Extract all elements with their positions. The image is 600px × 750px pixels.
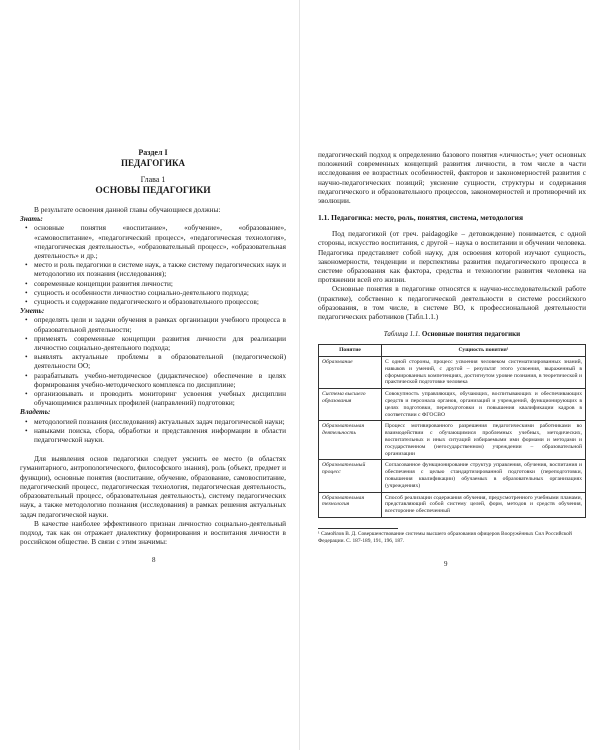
- own-label: Владеть:: [20, 407, 51, 417]
- body-paragraph: Для выявления основ педагогики следует уяснить ее место (в областях гуманитарного, антропологического, философского знания), роль (объект, предмет и функции), основные понятия (воспитание, обучение, образование, самовоспитание, педагогический процесс, педагогическая технология, педагогическая деятельность, образовательный процесс, образовательная деятельность), систему педагогических наук, а также методологию познания (исследования) в рамках решения актуальных задач педагогической науки.: [20, 454, 286, 519]
- list-item: • основные понятия «воспитание», «обучение», «образование», «самовоспитание», «педагогический процесс», «педагогическая технология», «педагогическая деятельность», «образовательный процесс», «образовательная деятельность» и др.;: [34, 223, 286, 260]
- table-caption: [318, 330, 586, 339]
- list-item: • разрабатывать учебно-методическое (дидактическое) обеспечение в целях формирования учебно-методического комплекса по дисциплине;: [34, 371, 286, 389]
- intro-text: В результате освоения данной главы обучающиеся должны:: [34, 205, 221, 214]
- list-item: • сущность и особенности личностно социально-деятельного подхода;: [34, 288, 286, 297]
- table-row: [319, 492, 586, 517]
- body-paragraph: педагогический подход к определению базового понятия «личность»; учет основных положений современных концепций развития личности, в том числе в части исследования ее возрастных особенностей, факторов и закономерностей развития с научно-педагогических позиций; уяснение сущности, структуры и содержания педагогического и образовательного процессов, закономерностей и противоречий их эволюции.: [318, 150, 586, 206]
- chapter-label: Глава 1: [140, 175, 166, 184]
- table-cell-term: Образовательный процесс: [319, 460, 382, 492]
- chapter-title: ОСНОВЫ ПЕДАГОГИКИ: [95, 186, 211, 196]
- table-cell-definition: Способ реализации содержания обучения, предусмотренного учебными планами, представляющий собой систему целей, форм, методов и средств обучения, всесторонне обеспеченный: [382, 492, 586, 517]
- table-cell-term: Образовательная деятельность: [319, 421, 382, 460]
- list-item: • методологией познания (исследования) актуальных задач педагогической науки;: [34, 417, 286, 426]
- list-item: • организовывать и проводить мониторинг усвоения учебных дисциплин обучающимися различных профилей (направлений) подготовки;: [34, 389, 286, 407]
- list-item: • место и роль педагогики в системе наук, а также систему педагогических наук и методологию их познания (исследования);: [34, 260, 286, 278]
- body-paragraph: В качестве наиболее эффективного признан личностно социально-деятельный подход, так как он отражает диалектику формирования и воспитания личности в российском обществе. В связи с этим значимы:: [20, 518, 286, 547]
- body-paragraph: Под педагогикой (от греч. paidagogike – детовождение) понимается, с одной стороны, искусство воспитания, с другой – наука о воспитании и обучении человека. Педагогика представляет собой науку, для освоения которой изучают сущность, закономерности, тенденции и перспективы развития педагогического процесса в системе образования как фактора, средства и технологии развития человека на протяжении всей его жизни.: [318, 229, 586, 285]
- footnote: ¹ Самойлов В. Д. Совершенствование системы высшего образования офицеров Вооружённых Сил Российской Федерации. С. 187-189, 191, 196, 187.: [318, 530, 572, 544]
- own-list: [20, 417, 286, 445]
- know-list: [20, 223, 286, 306]
- can-list: [20, 315, 286, 407]
- list-item: • навыками поиска, сбора, обработки и представления информации в области педагогической науки.: [34, 426, 286, 444]
- know-label: Знать:: [20, 214, 43, 224]
- table-row: [319, 357, 586, 389]
- table-caption-title: Основные понятия педагогики: [421, 330, 521, 339]
- table-header-row: [319, 345, 586, 357]
- table-cell-definition: Совокупность управляющих, обучающих, воспитывающих и обеспечивающих средств и персонала органов, организаций и учреждений, функционирующих в целях подготовки, переподготовки и повышения квалификации кадров в соответствии с ФГОСВО: [382, 389, 586, 421]
- list-item: • сущность и содержание педагогического и образовательного процессов;: [34, 297, 286, 306]
- can-label: Уметь:: [20, 306, 45, 316]
- page-number: 8: [152, 556, 156, 564]
- table-cell-definition: Согласованное функционирование структур управления, обучения, воспитания и обеспечения с целью стандартизированной подготовки (переподготовки, повышения квалификации) обучаемых в образовательных организациях (учреждениях): [382, 460, 586, 492]
- list-item: • определять цели и задачи обучения в рамках организации учебного процесса в образовательной деятельности;: [34, 315, 286, 333]
- right-page: [300, 0, 600, 750]
- list-item: • современные концепции развития личности;: [34, 279, 286, 288]
- list-item: • применять современные концепции развития личности для реализации личностно социально-деятельного подхода;: [34, 334, 286, 352]
- table-cell-definition: Процесс мотивированного разрешения педагогическими работниками во взаимодействии с обучающимися проблемных учебных, методических, воспитательных и иных ситуаций избираемыми ими формами и методами и государственном (негосударственном) учреждении – образовательной организации: [382, 421, 586, 460]
- concepts-table: [318, 344, 586, 518]
- table-cell-term: Образование: [319, 357, 382, 389]
- section-label: Раздел I: [138, 148, 168, 157]
- table-row: [319, 460, 586, 492]
- table-cell-definition: С одной стороны, процесс усвоения человеком систематизированных знаний, навыков и умений, с другой – результат этого усвоения, выраженный в сформированных компетенциях, достигнутом уровне познания, в теоретической и практической подготовке человека: [382, 357, 586, 389]
- table-cell-term: Образовательная технология: [319, 492, 382, 517]
- list-item: • выявлять актуальные проблемы в образовательной (педагогической) деятельности ОО;: [34, 352, 286, 370]
- section-title: ПЕДАГОГИКА: [121, 158, 185, 168]
- table-row: [319, 389, 586, 421]
- page-number: 9: [444, 560, 448, 568]
- table-header-cell: Понятие: [319, 345, 382, 357]
- table-caption-prefix: Таблица 1.1.: [383, 330, 421, 339]
- table-cell-term: Система высшего образования: [319, 389, 382, 421]
- table-row: [319, 421, 586, 460]
- subsection-heading: 1.1. Педагогика: место, роль, понятия, система, методология: [318, 213, 524, 223]
- body-paragraph: Основные понятия в педагогике относятся к научно-исследовательской работе (практике), собственно к педагогической деятельности в системе российского образования, в том числе, в системе ВО, к профессиональной деятельности педагогических работников (Табл.1.1.): [318, 284, 586, 322]
- footnote-divider: [318, 528, 398, 529]
- table-header-cell: Сущность понятия¹: [382, 345, 586, 357]
